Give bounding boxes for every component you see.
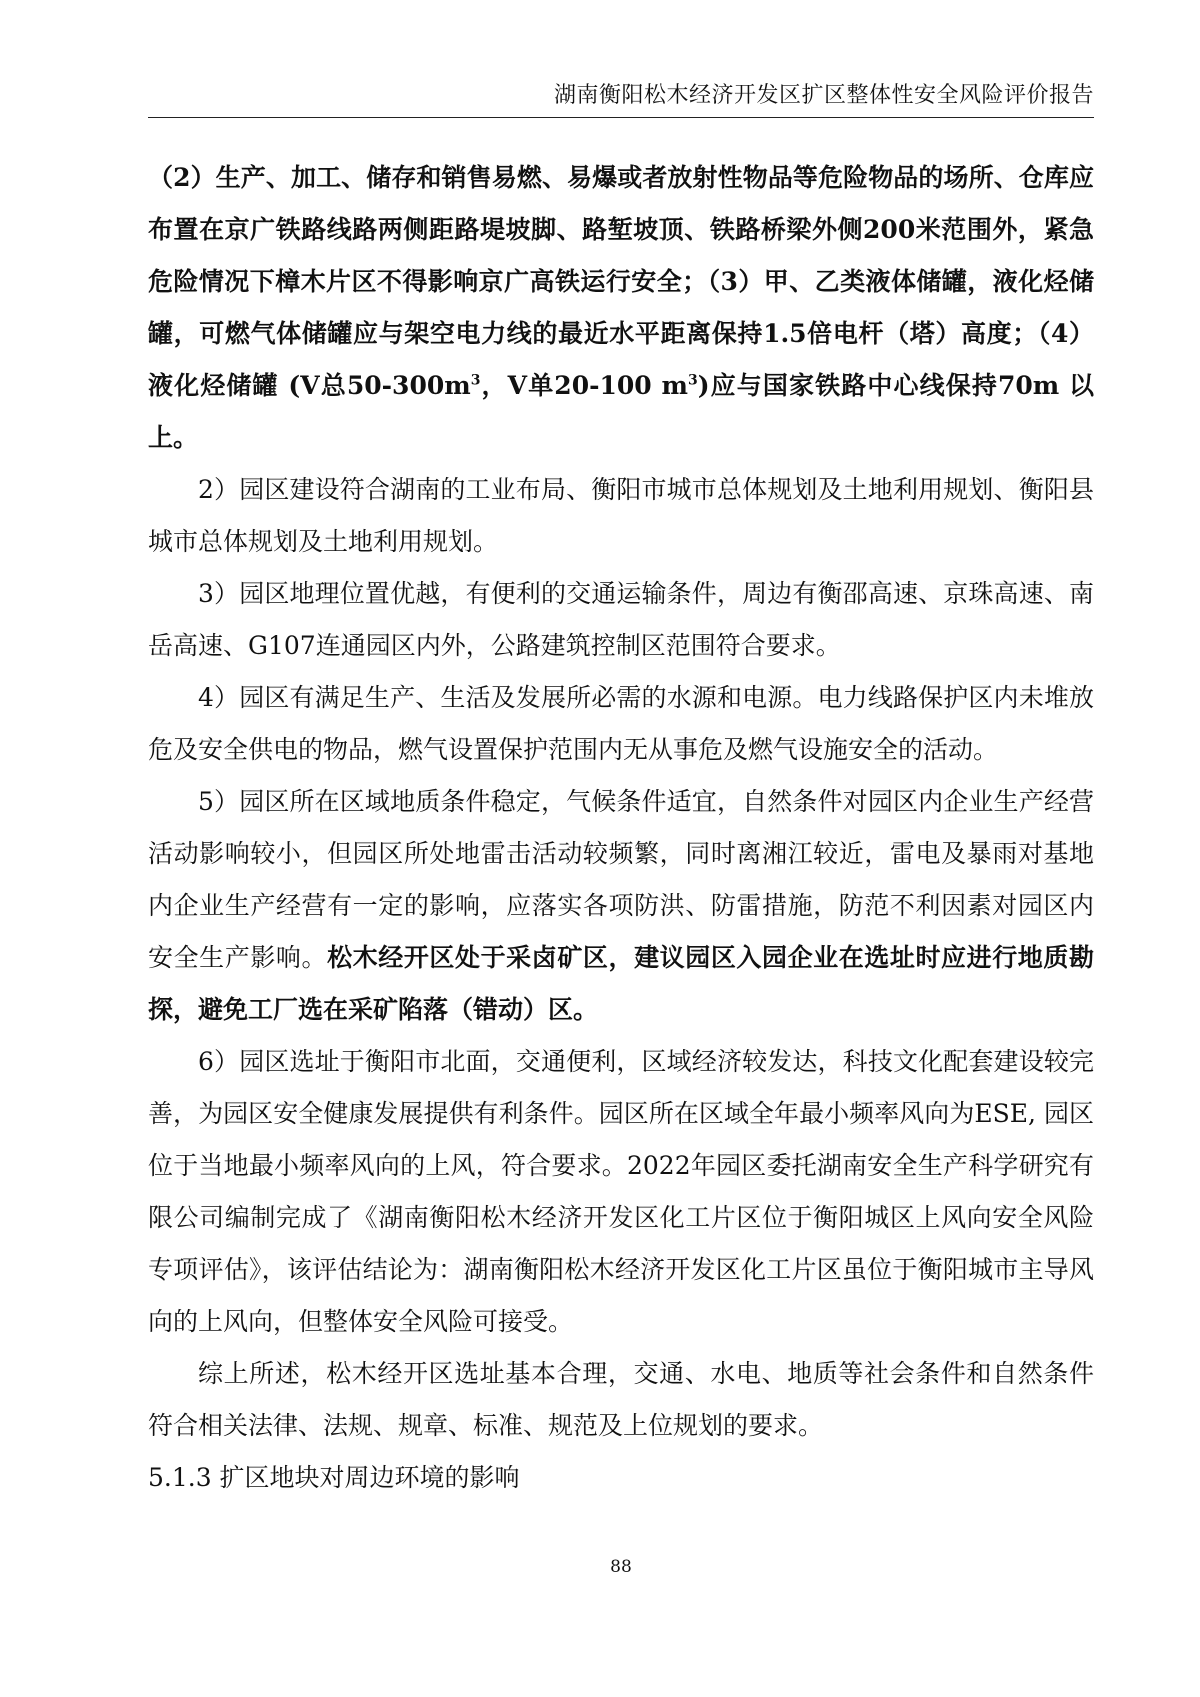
paragraph-2: 2）园区建设符合湖南的工业布局、衡阳市城市总体规划及土地利用规划、衡阳县城市总体规划及土地利用规划。 [148,475,1094,556]
paragraph-3: 3）园区地理位置优越，有便利的交通运输条件，周边有衡邵高速、京珠高速、南岳高速、G107连通园区内外，公路建筑控制区范围符合要求。 [148,579,1094,660]
bold-requirements-paragraph [148,152,1094,464]
bold-text-part-a: （2）生产、加工、储存和销售易燃、易爆或者放射性物品等危险物品的场所、仓库应布置在京广铁路线路两侧距路堤坡脚、路堑坡顶、铁路桥梁外侧200米范围外，紧急危险情况下樟木片区不得影响京广高铁运行安全；（3）甲、乙类液体储罐，液化烃储罐，可燃气体储罐应与架空电力线的最近水平距离保持1.5倍电杆（塔）高度；（4）液化烃储罐 (V总50-300m [148,163,1094,400]
running-header: 湖南衡阳松木经济开发区扩区整体性安全风险评价报告 [553,83,1094,108]
bold-text-part-c: )应与国家铁路中心线保持70m 以上。 [148,371,1095,452]
paragraph-5-text: 5）园区所在区域地质条件稳定，气候条件适宜，自然条件对园区内企业生产经营活动影响较小，但园区所处地雷击活动较频繁，同时离湘江较近，雷电及暴雨对基地内企业生产经营有一定的影响，应落实各项防洪、防雷措施，防范不利因素对园区内安全生产影响。 [148,787,1094,972]
superscript-cubic-1: 3 [470,372,481,389]
paragraph-5 [148,776,1094,1036]
bold-text-part-b: ，V单20-100 m [480,371,688,400]
superscript-cubic-2: 3 [687,372,698,389]
paragraph-7: 综上所述，松木经开区选址基本合理，交通、水电、地质等社会条件和自然条件符合相关法律、法规、规章、标准、规范及上位规划的要求。 [148,1359,1094,1440]
paragraph-4: 4）园区有满足生产、生活及发展所必需的水源和电源。电力线路保护区内未堆放危及安全供电的物品，燃气设置保护范围内无从事危及燃气设施安全的活动。 [148,683,1094,764]
page-number: 88 [610,1557,632,1577]
page-body [148,152,1094,1504]
paragraph-6: 6）园区选址于衡阳市北面，交通便利，区域经济较发达，科技文化配套建设较完善，为园区安全健康发展提供有利条件。园区所在区域全年最小频率风向为ESE, 园区位于当地最小频率风向的上风，符合要求。2022年园区委托湖南安全生产科学研究有限公司编制完成了《湖南衡阳松木经济开发区化工片区位于衡阳城区上风向安全风险专项评估》，该评估结论为：湖南衡阳松木经济开发区化工片区虽位于衡阳城市主导风向的上风向，但整体安全风险可接受。 [148,1047,1094,1336]
header-divider [148,117,1094,118]
paragraph-5-bold-text: 松木经开区处于采卤矿区，建议园区入园企业在选址时应进行地质勘探，避免工厂选在采矿陷落（错动）区。 [148,943,1094,1024]
section-heading: 5.1.3 扩区地块对周边环境的影响 [148,1463,520,1492]
